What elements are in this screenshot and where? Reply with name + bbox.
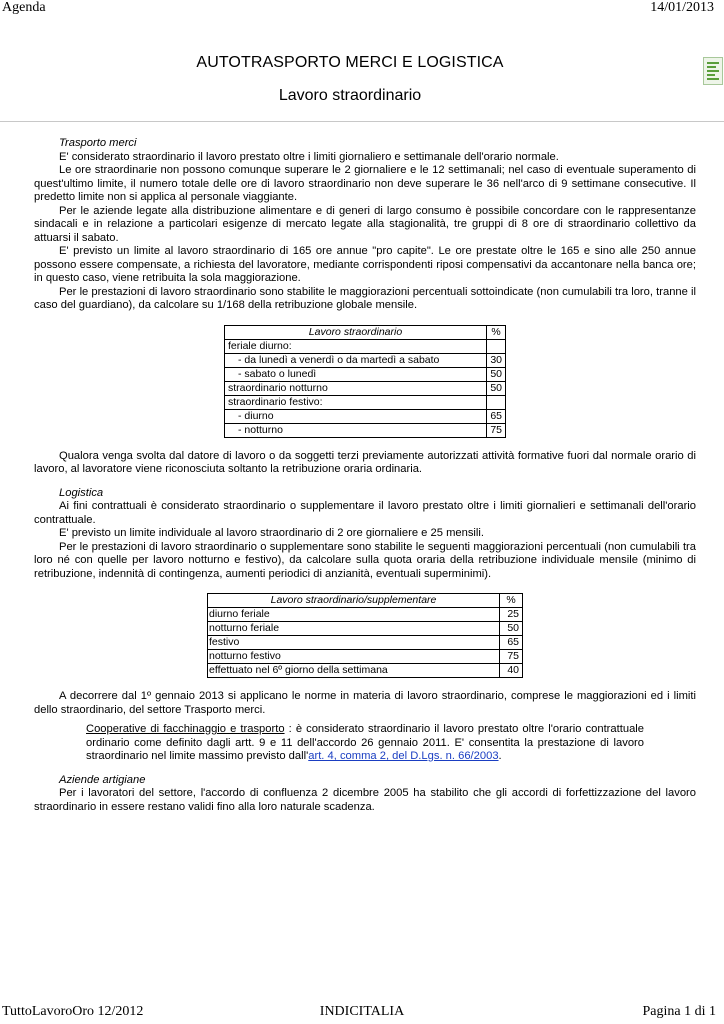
overtime-rates-table-trasporto [224,325,506,438]
table-row [225,395,506,409]
document-body [34,137,696,814]
table-cell-label: notturno feriale [208,622,500,636]
cooperative-note [86,723,644,764]
table-cell-value: 30 [487,353,506,367]
table-row [225,339,506,353]
table-cell-value: 50 [487,381,506,395]
table-row [208,650,523,664]
table-cell-value [487,395,506,409]
section-heading-artigiane: Aziende artigiane [59,773,146,786]
table-cell-label: straordinario notturno [225,381,487,395]
paragraph: E' considerato straordinario il lavoro prestato oltre i limiti giornaliero e settimanale dell'orario normale. [59,150,559,163]
document-title: AUTOTRASPORTO MERCI E LOGISTICA [196,54,504,71]
table-header-cell: % [487,325,506,339]
header-divider [0,121,724,122]
table-row [225,423,506,437]
cooperative-text: : è considerato straordinario il lavoro prestato oltre l'orario contrattuale ordinario come definito dagli artt. 9 e 11 dell'accordo 26 gennaio 2011. E' consentita la prestazione di lavoro straordinario nel limite massimo previsto dall' [86,723,645,762]
table-row [225,353,506,367]
paragraph: E' previsto un limite al lavoro straordinario di 165 ore annue "pro capite". Le ore prestate oltre le 165 e sino alle 250 annue possono essere compensate, a richiesta del lavoratore, mediante corrispondenti riposi compensativi da accantonare nella banca ore; in questo caso, viene retribuita la sola maggiorazione. [34,245,696,284]
table-cell-value: 40 [500,664,523,678]
table-cell-label: straordinario festivo: [225,395,487,409]
footer-publisher: INDICITALIA [319,1004,405,1019]
header-date: 14/01/2013 [650,0,714,15]
document-subtitle: Lavoro straordinario [278,87,422,104]
header-section-label: Agenda [2,0,46,15]
paragraph: Qualora venga svolta dal datore di lavoro o da soggetti terzi previamente autorizzati attività formative fuori dal normale orario di lavoro, al lavoratore viene riconosciuta soltanto la retribuzione oraria ordinaria. [34,449,696,475]
paragraph: Ai fini contrattuali è considerato straordinario o supplementare il lavoro prestato oltre i limiti giornalieri e settimanali dell'orario contrattuale. [34,500,696,526]
paragraph: Per le prestazioni di lavoro straordinario o supplementare sono stabilite le seguenti maggiorazioni percentuali (non cumulabili tra loro né con quelle per lavoro notturno e festivo), da calcolare sulla quota oraria della retribuzione individuale mensile (minimo di retribuzione, indennità di contingenza, aumenti periodici di anzianità, eventuali superminimi). [34,540,696,580]
legal-reference-link[interactable]: art. 4, comma 2, del D.Lgs. n. 66/2003 [308,750,499,762]
table-header-cell: Lavoro straordinario/supplementare [208,594,500,608]
table-cell-label: feriale diurno: [225,339,487,353]
table-cell-value: 75 [487,423,506,437]
table-cell-label: - notturno [225,423,487,437]
table-row [225,409,506,423]
paragraph: A decorrere dal 1º gennaio 2013 si applicano le norme in materia di lavoro straordinario, comprese le maggiorazioni ed i limiti dello straordinario, del settore Trasporto merci. [34,690,696,716]
overtime-rates-table-logistica [207,593,523,678]
footer-page-number: Pagina 1 di 1 [642,1004,716,1019]
table-cell-value: 25 [500,608,523,622]
section-heading-trasporto: Trasporto merci [59,137,137,149]
table-row [225,381,506,395]
table-cell-value: 50 [487,367,506,381]
table-row [225,367,506,381]
table-header-row [225,325,506,339]
table-cell-label: effettuato nel 6º giorno della settimana [208,664,500,678]
table-header-row [208,594,523,608]
table-cell-value [487,339,506,353]
table-header-cell: % [500,594,523,608]
paragraph: Per i lavoratori del settore, l'accordo di confluenza 2 dicembre 2005 ha stabilito che gli accordi di forfettizzazione del lavoro straordinario in essere restano validi fino alla loro naturale scadenza. [34,787,696,813]
table-cell-value: 65 [487,409,506,423]
table-cell-label: festivo [208,636,500,650]
section-heading-logistica: Logistica [59,486,104,499]
table-row [208,636,523,650]
paragraph: E' previsto un limite individuale al lavoro straordinario di 2 ore giornaliere e 25 mensili. [59,527,484,539]
table-row [208,664,523,678]
table-cell-label: notturno festivo [208,650,500,664]
table-row [208,622,523,636]
table-cell-label: - sabato o lunedì [225,367,487,381]
cooperative-text-end: . [498,750,502,762]
footer-source: TuttoLavoroOro 12/2012 [2,1004,144,1019]
table-header-cell: Lavoro straordinario [225,325,487,339]
document-list-icon [703,57,723,85]
table-cell-label: - da lunedì a venerdì o da martedì a sabato [225,353,487,367]
paragraph: Per le aziende legate alla distribuzione alimentare e di generi di largo consumo è possibile concordare con le rappresentanze sindacali e in relazione a particolari esigenze di mercato legate alla stagionalità, tre gruppi di 8 ore di straordinario collettivo da attuarsi il sabato. [34,204,696,244]
table-cell-value: 50 [500,622,523,636]
paragraph: Per le prestazioni di lavoro straordinario sono stabilite le maggiorazioni percentuali sottoindicate (non cumulabili tra loro, tranne il caso del guardiano), da calcolare su 1/168 della retribuzione globale mensile. [34,285,696,311]
table-cell-value: 75 [500,650,523,664]
table-row [208,608,523,622]
cooperative-link[interactable]: Cooperative di facchinaggio e trasporto [86,723,285,735]
table-cell-label: diurno feriale [208,608,500,622]
paragraph: Le ore straordinarie non possono comunque superare le 2 giornaliere e le 12 settimanali; nel caso di eventuale superamento di quest'ultimo limite, il numero totale delle ore di lavoro straordinario non deve superare le 36 nell'arco di 9 settimane consecutive. Il predetto limite non si applica al personale viaggiante. [34,164,696,203]
table-cell-value: 65 [500,636,523,650]
table-cell-label: - diurno [225,409,487,423]
